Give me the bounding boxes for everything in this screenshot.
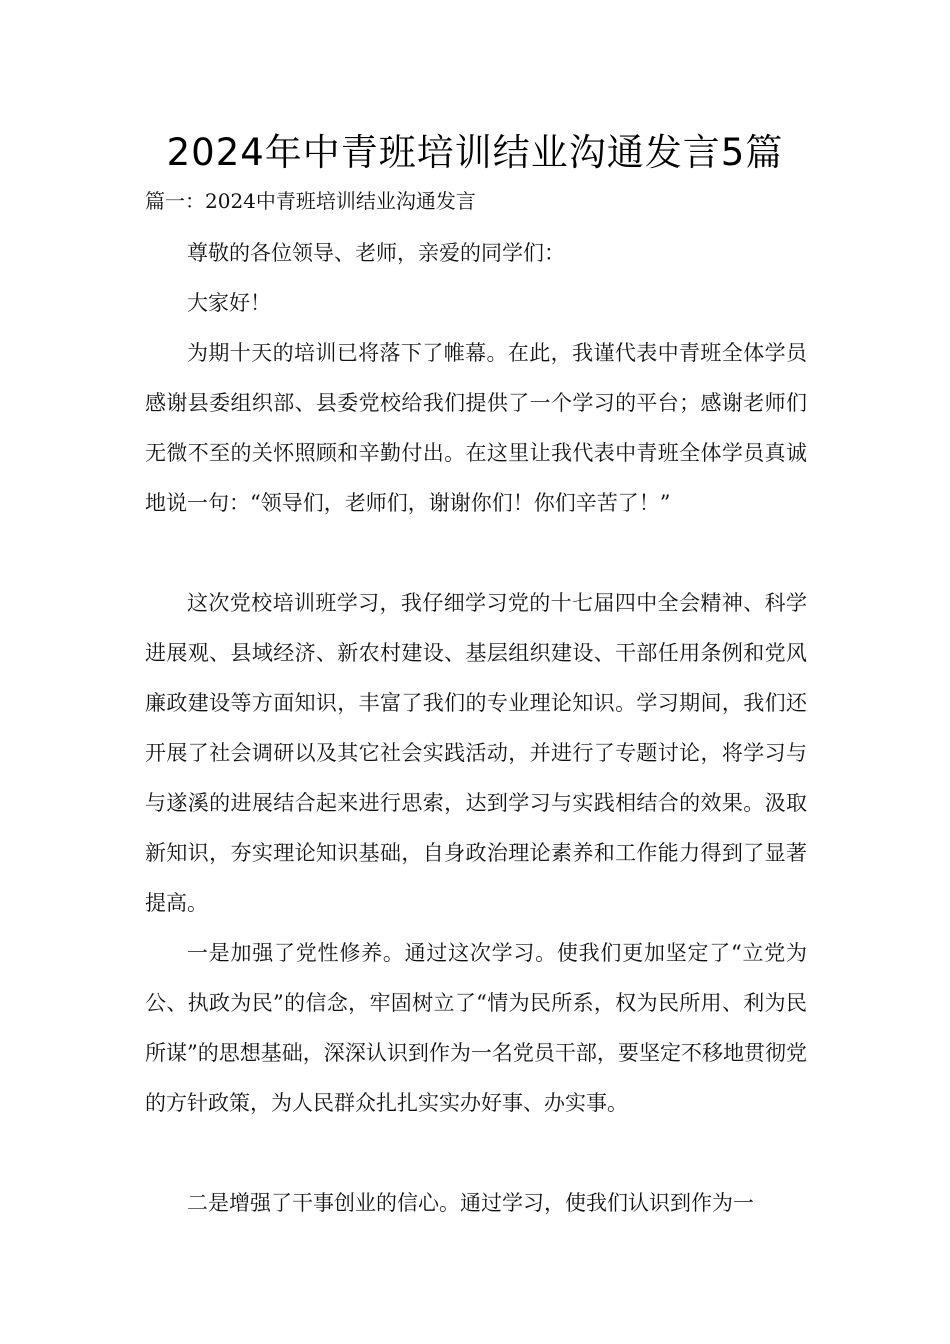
paragraph-point-two: 二是增强了干事创业的信心。通过学习，使我们认识到作为一	[187, 1191, 754, 1215]
paragraph-point-one: 一是加强了党性修养。通过这次学习。使我们更加坚定了“立党为公、执政为民”的信念，牢固树立了“情为民所系，权为民所用、利为民所谋”的思想基础，深深认识到作为一名党员干部，要坚定不移地贯彻党的方针政策，为人民群众扎扎实实办好事、办实事。	[145, 941, 807, 1115]
paragraph-study: 这次党校培训班学习，我仔细学习党的十七届四中全会精神、科学进展观、县域经济、新农村建设、基层组织建设、干部任用条例和党风廉政建设等方面知识，丰富了我们的专业理论知识。学习期间，我们还开展了社会调研以及其它社会实践活动，并进行了专题讨论，将学习与与遂溪的进展结合起来进行思索，达到学习与实践相结合的效果。汲取新知识，夯实理论知识基础，自身政治理论素养和工作能力得到了显著提高。	[145, 591, 807, 915]
paragraph-thanks: 为期十天的培训已将落下了帷幕。在此，我谨代表中青班全体学员感谢县委组织部、县委党校给我们提供了一个学习的平台；感谢老师们无微不至的关怀照顾和辛勤付出。在这里让我代表中青班全体学员真诚地说一句：“领导们，老师们，谢谢你们！你们辛苦了！”	[145, 341, 807, 515]
paragraph-greeting: 尊敬的各位领导、老师，亲爱的同学们：	[187, 241, 565, 265]
document-title: 2024年中青班培训结业沟通发言5篇	[166, 131, 784, 174]
section-heading: 篇一：2024中青班培训结业沟通发言	[145, 189, 476, 213]
paragraph-hello: 大家好！	[187, 291, 271, 315]
